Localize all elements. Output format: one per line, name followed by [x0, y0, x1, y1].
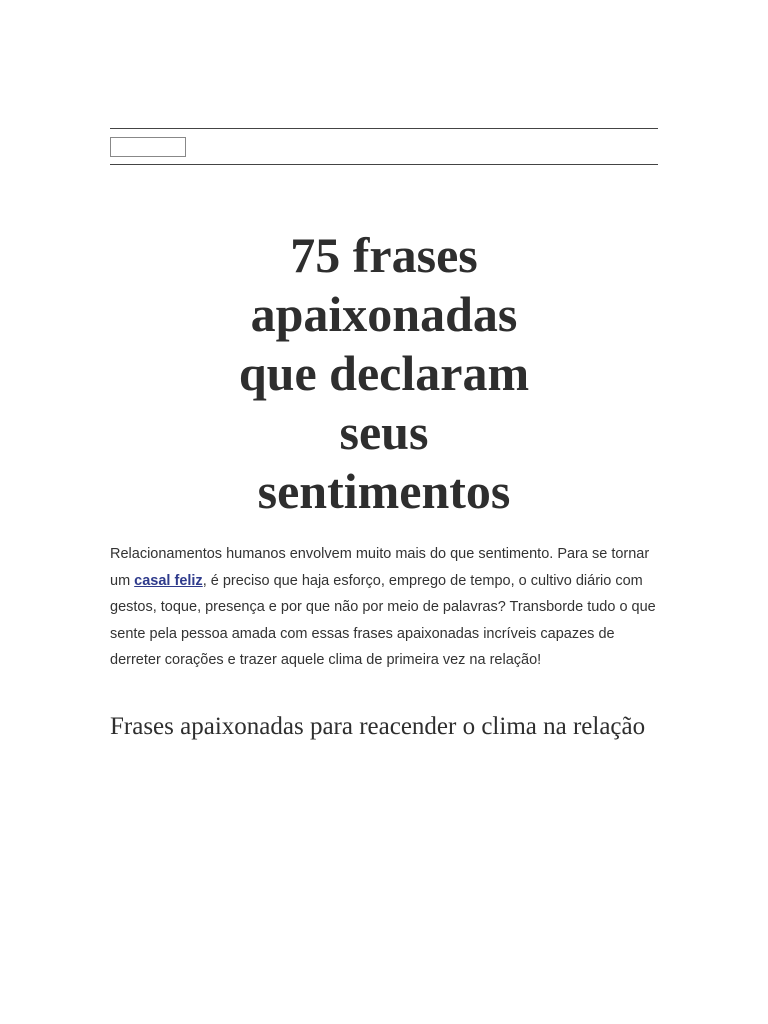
title-line: sentimentos [257, 463, 511, 519]
section-heading: Frases apaixonadas para reacender o clima na relação [110, 713, 646, 740]
header-bar [110, 128, 658, 165]
search-input[interactable] [110, 137, 186, 157]
intro-paragraph [110, 541, 658, 674]
intro-text-continued: , é preciso que haja esforço, emprego de tempo, o cultivo diário com gestos, toque, presença e por que não por meio de palavras? Transborde tudo o que sente pela pessoa amada com essas frases apaixonadas incríveis capazes de derreter corações e trazer aquele clima de primeira vez na relação! [110, 572, 656, 668]
intro-text: Relacionamentos humanos envolvem muito mais do que sentimento. Para se tornar um [110, 546, 650, 589]
title-line: 75 frases [290, 227, 478, 283]
title-line: que declaram [238, 345, 530, 401]
page-title [110, 226, 658, 521]
title-line: apaixonadas [250, 286, 518, 342]
casal-feliz-link[interactable]: casal feliz [134, 572, 203, 589]
title-line: seus [339, 404, 429, 460]
